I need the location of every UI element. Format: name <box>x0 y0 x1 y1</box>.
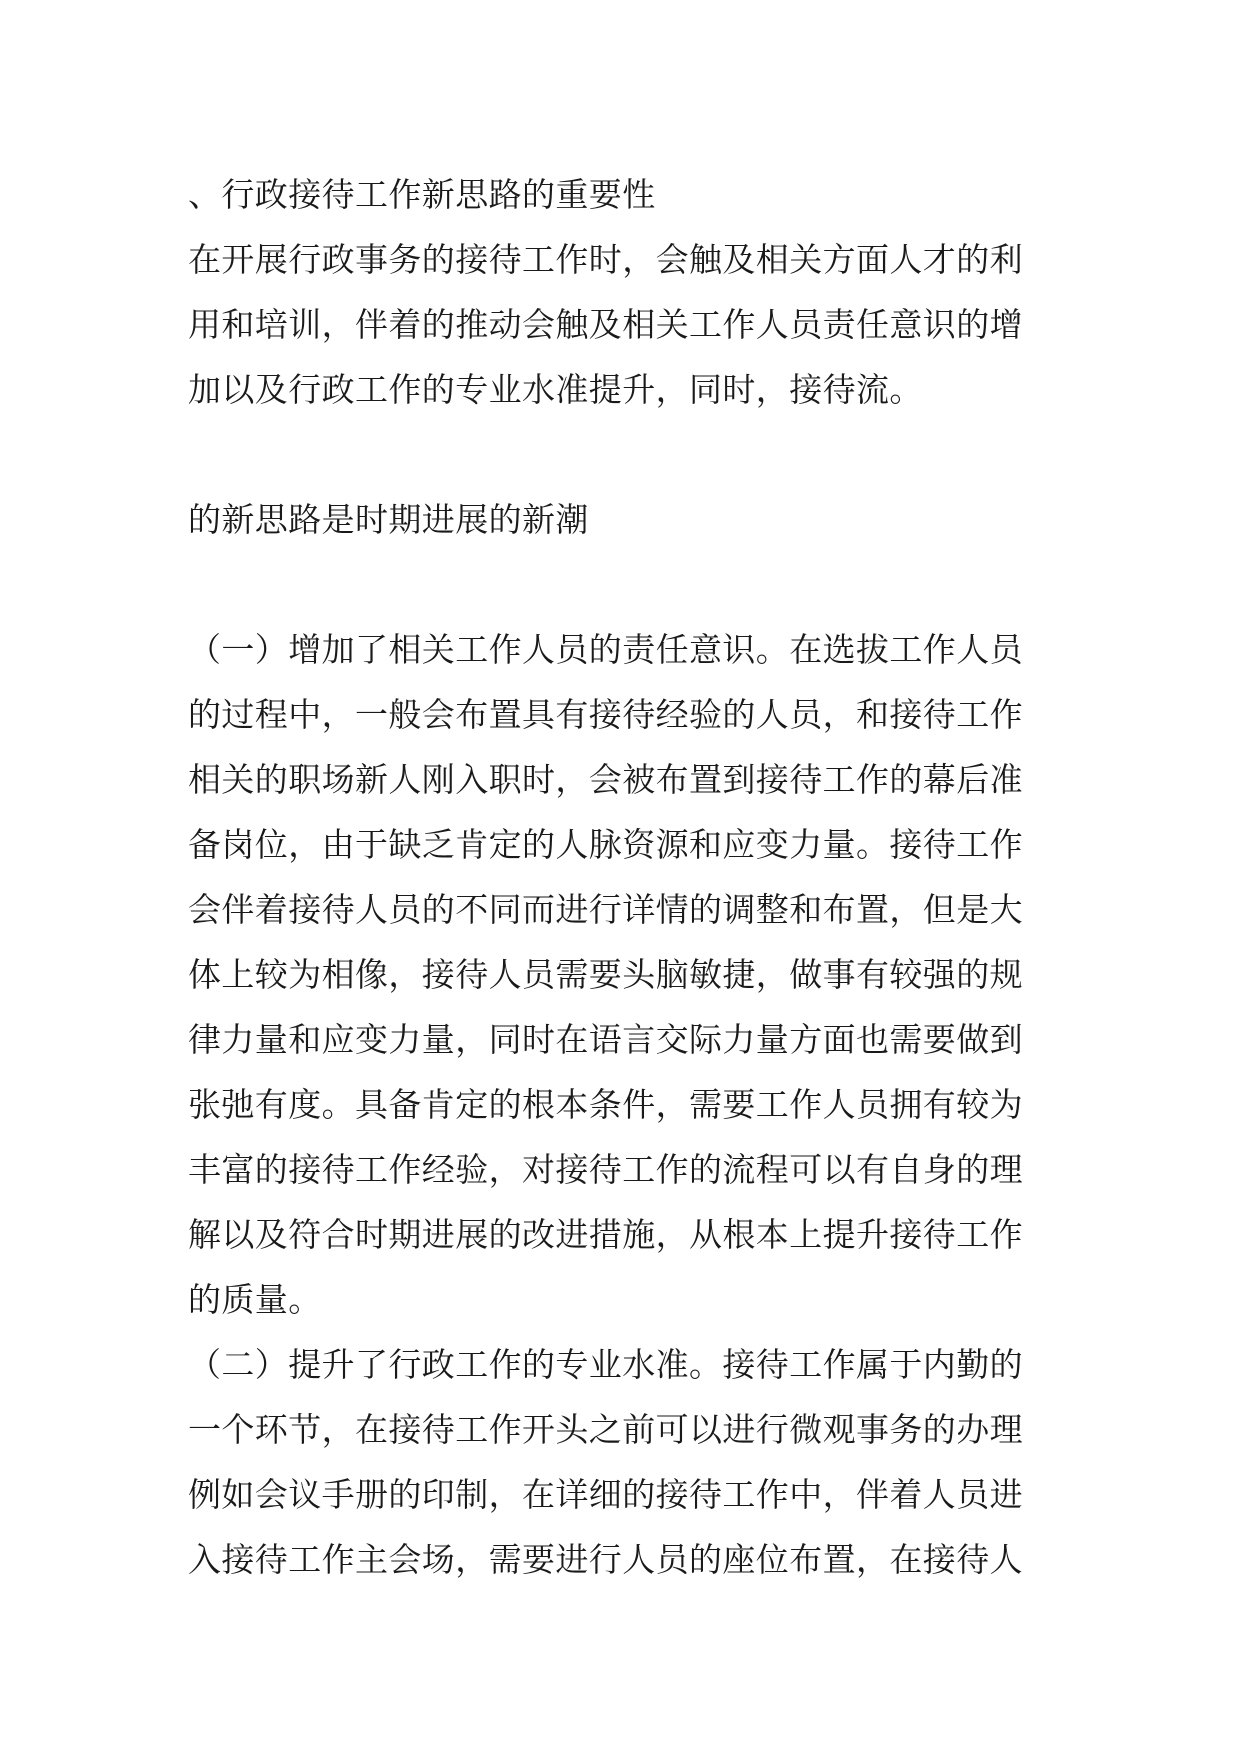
text-line: 在开展行政事务的接待工作时，会触及相关方面人才的利 <box>188 240 1023 279</box>
text-line: 会伴着接待人员的不同而进行详情的调整和布置，但是大 <box>188 890 1023 929</box>
text-line: 一个环节，在接待工作开头之前可以进行微观事务的办理 <box>188 1410 1023 1449</box>
text-line: 丰富的接待工作经验，对接待工作的流程可以有自身的理 <box>188 1150 1023 1189</box>
subheading <box>188 487 1068 552</box>
intro-paragraph <box>188 227 1068 422</box>
text-line: （二）提升了行政工作的专业水准。接待工作属于内勤的 <box>188 1345 1023 1384</box>
paragraph-spacer <box>188 422 1068 487</box>
text-line: 的过程中，一般会布置具有接待经验的人员，和接待工作 <box>188 695 1023 734</box>
section-2-paragraph <box>188 1332 1068 1592</box>
document-body <box>188 162 1068 1592</box>
text-line: 张弛有度。具备肯定的根本条件，需要工作人员拥有较为 <box>188 1085 1023 1124</box>
text-line: 体上较为相像，接待人员需要头脑敏捷，做事有较强的规 <box>188 955 1023 994</box>
text-line: 用和培训，伴着的推动会触及相关工作人员责任意识的增 <box>188 305 1023 344</box>
text-line: 相关的职场新人刚入职时，会被布置到接待工作的幕后准 <box>188 760 1023 799</box>
text-line: 备岗位，由于缺乏肯定的人脉资源和应变力量。接待工作 <box>188 825 1023 864</box>
text-line: 的质量。 <box>188 1280 322 1319</box>
text-line: 入接待工作主会场，需要进行人员的座位布置，在接待人 <box>188 1540 1023 1579</box>
text-line: 解以及符合时期进展的改进措施，从根本上提升接待工作 <box>188 1215 1023 1254</box>
section-1-paragraph <box>188 617 1068 1332</box>
text-line: 的新思路是时期进展的新潮 <box>188 500 589 539</box>
text-line: 律力量和应变力量，同时在语言交际力量方面也需要做到 <box>188 1020 1023 1059</box>
text-line: 、行政接待工作新思路的重要性 <box>188 175 656 214</box>
text-line: 加以及行政工作的专业水准提升，同时，接待流。 <box>188 370 923 409</box>
text-line: 例如会议手册的印制，在详细的接待工作中，伴着人员进 <box>188 1475 1023 1514</box>
text-line: （一）增加了相关工作人员的责任意识。在选拔工作人员 <box>188 630 1023 669</box>
section-heading <box>188 162 1068 227</box>
paragraph-spacer <box>188 552 1068 617</box>
